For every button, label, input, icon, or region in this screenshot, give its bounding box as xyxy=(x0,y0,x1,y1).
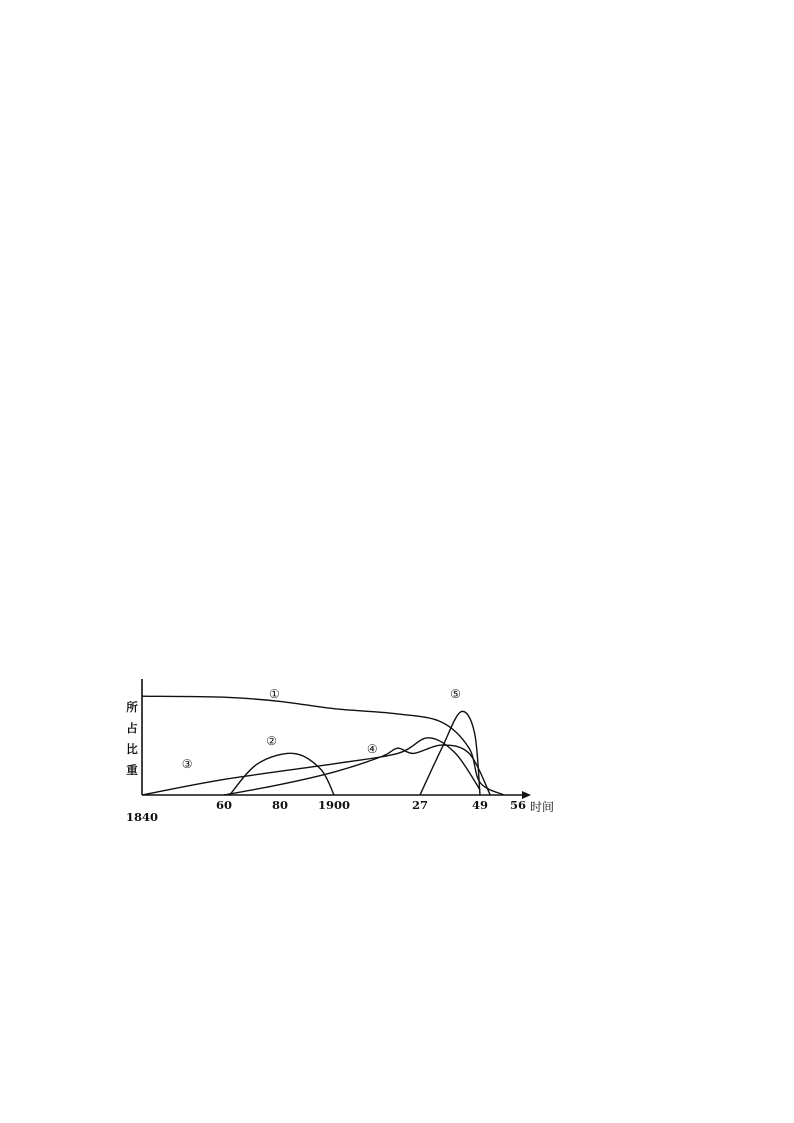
curve-label-2: ② xyxy=(266,733,277,748)
q16-stem-line xyxy=(118,467,678,488)
q16-option-a xyxy=(118,528,678,549)
q17-option-b xyxy=(118,853,678,874)
q13-stem-line xyxy=(118,117,678,138)
curve-series-4 xyxy=(224,745,490,795)
x-axis-label: 时间 xyxy=(530,799,555,814)
q14-item xyxy=(118,240,678,261)
x-tick-label: 27 xyxy=(411,797,429,812)
q14-option-a xyxy=(118,323,263,344)
economy-curves-figure xyxy=(118,677,678,829)
y-axis-label-char: 所 xyxy=(126,699,138,714)
q18-stem-line xyxy=(118,936,678,957)
x-tick-label: 1900 xyxy=(317,797,351,812)
q12-option-a xyxy=(118,96,238,117)
q18-stem-line xyxy=(118,915,678,936)
x-tick-label: 1840 xyxy=(125,809,159,824)
q14-item xyxy=(118,302,678,323)
q17-stem-line xyxy=(118,631,678,652)
q17-option-a xyxy=(118,833,678,854)
q16-option-c xyxy=(118,570,678,591)
curve-label-4: ④ xyxy=(366,741,378,756)
q15-stem-line xyxy=(118,343,678,364)
x-tick-label: 60 xyxy=(215,797,233,812)
curve-label-5: ⑤ xyxy=(450,686,461,701)
curve-label-3: ③ xyxy=(181,756,193,771)
q16-option-d xyxy=(118,590,678,611)
q12-options xyxy=(118,96,678,117)
q16-stem-line xyxy=(118,508,678,529)
curve-series-2 xyxy=(230,753,334,795)
q14-option-b xyxy=(263,323,383,344)
q17-stem-line xyxy=(118,611,678,632)
q14-stem xyxy=(118,220,678,241)
q17-option-c xyxy=(118,874,678,895)
curve-label-1: ① xyxy=(269,686,280,701)
q12-option-b xyxy=(238,96,358,117)
q17-stem-line xyxy=(118,652,678,673)
q17-option-d xyxy=(118,894,678,915)
q15-stem-line xyxy=(118,364,678,385)
q13-options-cd xyxy=(118,199,678,220)
x-tick-label: 80 xyxy=(271,797,289,812)
q14-options xyxy=(118,323,678,344)
y-axis-label-char: 占 xyxy=(126,720,138,735)
q14-item xyxy=(118,281,678,302)
x-tick-label: 49 xyxy=(471,797,489,812)
q16-option-b xyxy=(118,549,678,570)
q14-option-c xyxy=(383,323,525,344)
q12-option-c xyxy=(358,96,478,117)
q16-stem-line xyxy=(118,487,678,508)
q14-item xyxy=(118,261,678,282)
q15-option-b xyxy=(118,405,678,426)
q13-stem-line xyxy=(118,158,678,179)
y-axis-label-char: 比 xyxy=(126,741,138,756)
q13-stem-line xyxy=(118,137,678,158)
curve-series-3 xyxy=(142,737,480,794)
q15-option-a xyxy=(118,384,678,405)
q18-option-a xyxy=(118,956,678,977)
q15-option-c xyxy=(118,426,678,447)
x-tick-label: 56 xyxy=(509,797,527,812)
economy-curves-chart xyxy=(118,677,678,829)
q13-options-ab xyxy=(118,178,678,199)
q18-option-b xyxy=(118,977,678,998)
y-axis-label-char: 重 xyxy=(126,762,138,777)
document-page xyxy=(118,96,678,997)
q15-option-d xyxy=(118,446,678,467)
